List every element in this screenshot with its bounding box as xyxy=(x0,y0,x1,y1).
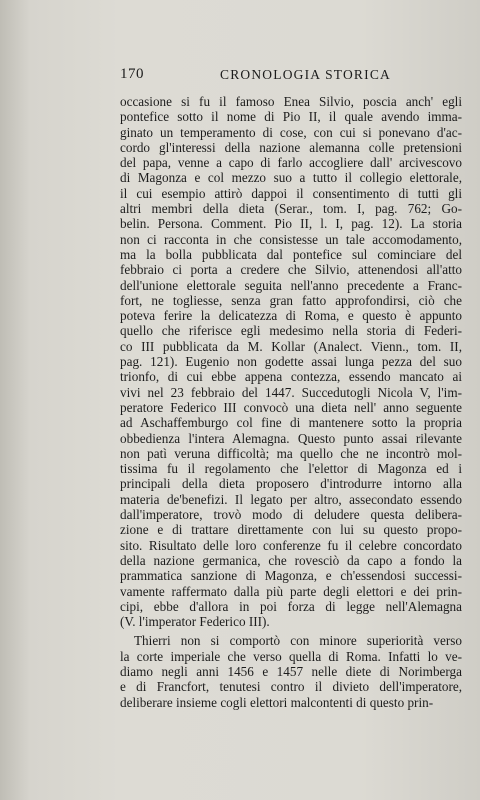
text-line: della nazione germanica, che rovesciò da capo a fondo la xyxy=(120,552,462,568)
page-header xyxy=(120,66,460,84)
text-line: dall'imperatore, trovò modo di deludere questa delibera- xyxy=(120,507,462,523)
text-line: del papa, venne a capo di farlo accogliere dall' arcivescovo xyxy=(120,155,462,171)
text-line: ad Aschaffemburgo col fine di mantenere sotto la propria xyxy=(120,415,462,431)
text-line: cipi, ebbe d'allora in poi forza di legge nell'Alemagna xyxy=(120,598,462,614)
text-line: fort, ne togliesse, senza gran fatto approfondirsi, ciò che xyxy=(120,292,462,308)
text-line: il cui esempio attirò dappoi il consentimento di tutti gli xyxy=(120,185,462,201)
text-line: belin. Persona. Comment. Pio II, l. I, pag. 12). La storia xyxy=(120,216,462,232)
text-line: vamente raffermato dalla più parte degli elettori e dei prin- xyxy=(120,583,462,599)
body-text xyxy=(120,94,462,710)
text-line: prammatica sanzione di Magonza, e ch'essendosi successi- xyxy=(120,568,462,584)
page-number: 170 xyxy=(120,66,144,82)
text-line: ginato un temperamento di cose, con cui si ponevano d'ac- xyxy=(120,124,462,140)
text-line: quello che riferisce egli medesimo nella storia di Federi- xyxy=(120,323,462,339)
text-line: e di Francfort, tenutesi contro il divieto dell'imperatore, xyxy=(120,679,462,695)
text-line: cordo gl'interessi della nazione alemanna colle pretensioni xyxy=(120,139,462,155)
text-line: dell'unione elettorale seguita nell'anno precedente a Franc- xyxy=(120,277,462,293)
text-line: febbraio ci porta a credere che Silvio, attenendosi all'atto xyxy=(120,262,462,278)
text-line: vivi nel 23 febbraio del 1447. Succedutogli Nicola V, l'im- xyxy=(120,384,462,400)
text-line: Thierri non si comportò con minore superiorità verso xyxy=(134,633,462,649)
text-line: obbedienza l'intera Alemagna. Questo punto assai rilevante xyxy=(120,430,462,446)
text-line: diamo negli anni 1456 e 1457 nelle diete di Norimberga xyxy=(120,663,462,679)
text-line: non patì veruna difficoltà; ma quello che ne incontrò mol- xyxy=(120,445,462,461)
text-line: la corte imperiale che verso quella di Roma. Infatti lo ve- xyxy=(120,648,462,664)
running-title: CRONOLOGIA STORICA xyxy=(220,67,391,82)
text-line: pag. 121). Eugenio non godette assai lunga pezza del suo xyxy=(120,354,462,370)
text-line: di Magonza e col mezzo suo a tutto il collegio elettorale, xyxy=(120,170,462,186)
text-line: poteva ferire la delicatezza di Roma, e questo è appunto xyxy=(120,308,462,324)
paragraph-2 xyxy=(120,633,462,709)
text-line: deliberare insieme cogli elettori malcontenti di questo prin- xyxy=(120,694,434,710)
text-line: materia de'benefizi. Il legato per altro, assecondato essendo xyxy=(120,491,462,507)
paragraph-1 xyxy=(120,94,462,629)
text-line: principali della dieta proposero d'introdurre intorno alla xyxy=(120,476,462,492)
text-line: non ci racconta in che consistesse un tale accomodamento, xyxy=(120,231,462,247)
text-line: tissima fu il regolamento che l'elettor di Magonza ed i xyxy=(120,461,462,477)
text-line: sito. Risultato delle loro conferenze fu il celebre concordato xyxy=(120,537,462,553)
text-line: occasione si fu il famoso Enea Silvio, poscia anch' egli xyxy=(120,94,462,109)
text-line: trionfo, di cui ebbe appena contezza, essendo mancato ai xyxy=(120,369,462,385)
text-line: altri membri della dieta (Serar., tom. I, pag. 762; Go- xyxy=(120,201,462,217)
text-line: co III pubblicata da M. Kollar (Analect. Vienn., tom. II, xyxy=(120,338,462,354)
text-line: (V. l'imperator Federico III). xyxy=(120,614,270,630)
text-line: ma la bolla pubblicata dal pontefice sul cominciare del xyxy=(120,246,462,262)
text-line: pontefice sotto il nome di Pio II, il quale avendo imma- xyxy=(120,109,462,125)
text-line: zione e di trattare direttamente con lui su questo propo- xyxy=(120,522,462,538)
text-line: peratore Federico III convocò una dieta nell' anno seguente xyxy=(120,399,462,415)
